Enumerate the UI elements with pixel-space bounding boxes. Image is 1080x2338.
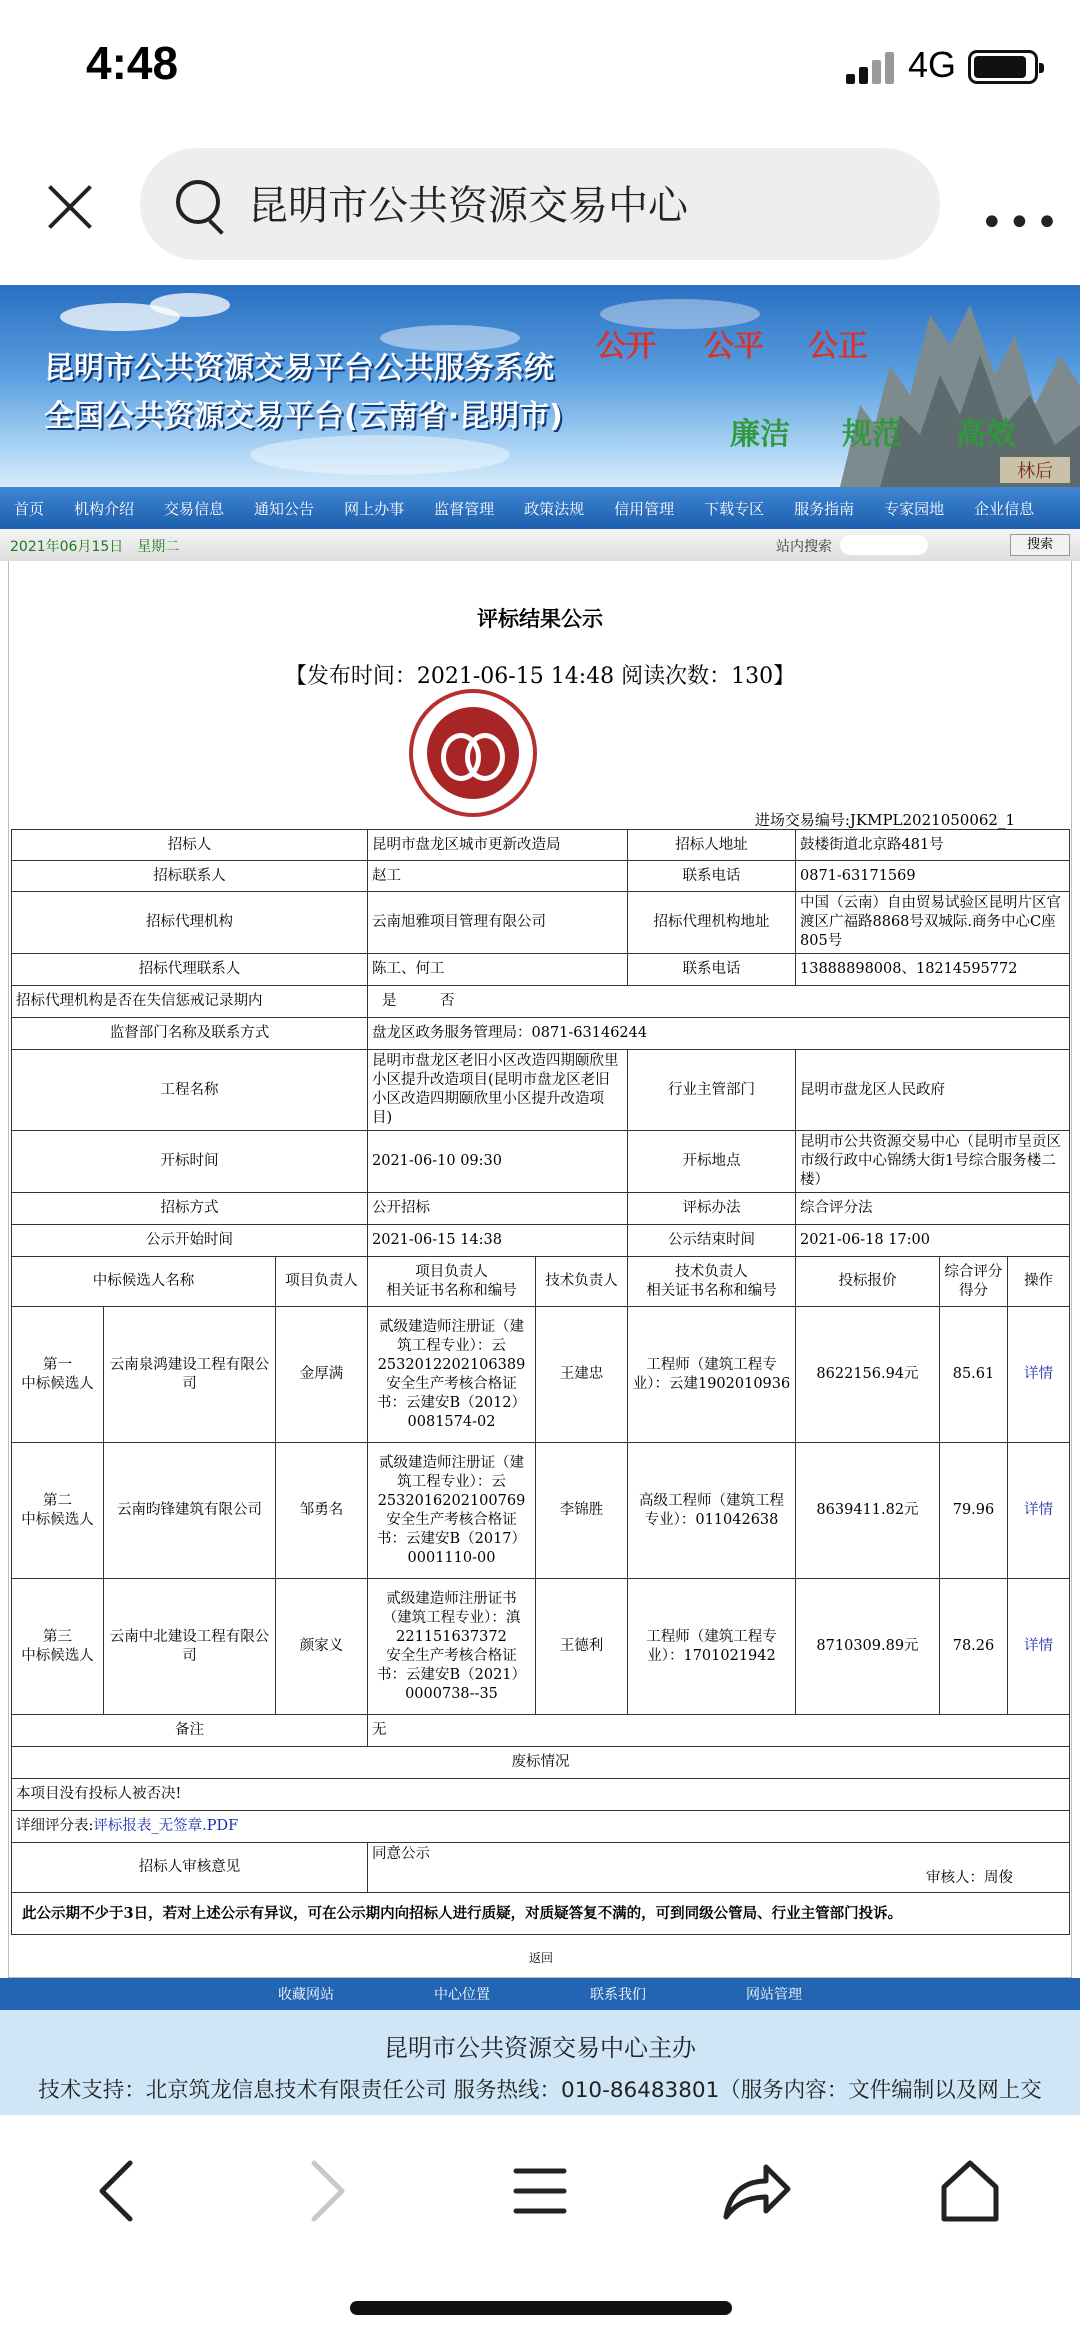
review-cell [368,1843,1070,1893]
publish-info: 【发布时间：2021-06-15 14:48 阅读次数：130】 [284,664,796,689]
slogan-1: 公开 [596,329,656,364]
reference-number: 进场交易编号:JKMPL2021050062_1 [754,811,1015,829]
status-bar [0,0,1080,135]
nav-item[interactable]: 交易信息 [164,499,225,518]
method-value: 公开招标 [368,1193,628,1225]
back-icon[interactable] [80,2151,160,2231]
col-price: 投标报价 [796,1257,940,1307]
forward-icon[interactable] [284,2151,364,2231]
candidate-score: 85.61 [940,1307,1008,1443]
candidate-tech-cert: 高级工程师（建筑工程专业）：011042638 [628,1443,796,1579]
result-table [11,829,1070,1935]
start-label: 公示开始时间 [12,1225,368,1257]
table-row [12,1579,1070,1715]
slogan-2: 公平 [704,329,764,364]
detail-link[interactable]: 详情 [1008,1579,1070,1715]
candidate-pm-cert: 贰级建造师注册证书（建筑工程专业）：滇221151637372 安全生产考核合格证书：云建安B（2021）0000738--35 [368,1579,536,1715]
dishonest-options: 是 否 [368,986,1070,1018]
col-op: 操作 [1008,1257,1070,1307]
more-icon[interactable]: ••• [980,200,1063,246]
detail-score-link[interactable]: 评标报表_无签章.PDF [93,1818,239,1834]
nav-item[interactable]: 企业信息 [974,499,1035,518]
candidate-pm: 颜家义 [276,1579,368,1715]
signal-icon [846,52,898,84]
nav-item[interactable]: 专家园地 [884,499,945,518]
agency-contact-value: 陈工、何工 [368,954,628,986]
search-icon [176,180,220,224]
tenderer-label: 招标人 [12,830,368,861]
open-time-label: 开标时间 [12,1131,368,1193]
project-value: 昆明市盘龙区老旧小区改造四期颐欣里小区提升改造项目(昆明市盘龙区老旧小区改造四期颐欣里小区提升改造项目) [368,1050,628,1131]
seal-icon [409,689,537,817]
agency-label: 招标代理机构 [12,892,368,954]
nav-item[interactable]: 通知公告 [254,499,315,518]
open-place-value: 昆明市公共资源交易中心（昆明市呈贡区市级行政中心锦绣大街1号综合服务楼二楼） [796,1131,1070,1193]
open-place-label: 开标地点 [628,1131,796,1193]
agency-addr-label: 招标代理机构地址 [628,892,796,954]
footer-link[interactable]: 中心位置 [434,1987,490,2003]
candidate-tech-cert: 工程师（建筑工程专业）：云建1902010936 [628,1307,796,1443]
banner-title-1: 昆明市公共资源交易平台公共服务系统 [44,351,554,386]
candidate-pm-cert: 贰级建造师注册证（建筑工程专业）：云2532016202100769 安全生产考核合格证书：云建安B（2017）0001110-00 [368,1443,536,1579]
candidate-tech: 李锦胜 [536,1443,628,1579]
col-score: 综合评分得分 [940,1257,1008,1307]
candidate-tech: 王德利 [536,1579,628,1715]
method-label: 招标方式 [12,1193,368,1225]
tenderer-addr-value: 鼓楼街道北京路481号 [796,830,1070,861]
browser-toolbar [0,2115,1080,2338]
nav-item[interactable]: 服务指南 [794,499,855,518]
close-icon[interactable] [44,180,96,232]
tenderer-addr-label: 招标人地址 [628,830,796,861]
nav-item[interactable]: 信用管理 [614,499,675,518]
agency-contact-label: 招标代理联系人 [12,954,368,986]
table-row [12,1443,1070,1579]
footer-host: 昆明市公共资源交易中心主办 [384,2034,696,2062]
notice-title: 评标结果公示 [477,607,603,631]
detail-link[interactable]: 详情 [1008,1307,1070,1443]
search-text: 昆明市公共资源交易中心 [248,183,688,229]
footer-support: 技术支持：北京筑龙信息技术有限责任公司 服务热线：010-86483801（服务内容：文件编制以及网上交 [38,2078,1042,2103]
candidate-tech: 王建忠 [536,1307,628,1443]
candidate-score: 78.26 [940,1579,1008,1715]
date-bar [0,529,1080,561]
banner-title-2: 全国公共资源交易平台(云南省·昆明市) [44,399,563,434]
agency-addr-value: 中国（云南）自由贸易试验区昆明片区官渡区广福路8868号双城际.商务中心C座805号 [796,892,1070,954]
reviewer: 审核人：周俊 [926,1870,1014,1886]
detail-score-row [12,1811,1070,1843]
candidate-tech-cert: 工程师（建筑工程专业）：1701021942 [628,1579,796,1715]
supervisor-label: 监督部门名称及联系方式 [12,1018,368,1050]
slogan-3: 公正 [808,329,868,364]
site-search-label: 站内搜索 [776,539,832,555]
site-search-input[interactable] [840,535,928,555]
stone-forest-image [820,285,1080,487]
supervisor-value: 盘龙区政务服务管理局：0871-63146244 [368,1018,1070,1050]
remark-label: 备注 [12,1715,368,1747]
candidate-pm: 金厚满 [276,1307,368,1443]
project-label: 工程名称 [12,1050,368,1131]
table-row [12,1307,1070,1443]
agency-phone-label: 联系电话 [628,954,796,986]
nav-item[interactable]: 监督管理 [434,499,495,518]
candidate-rank: 第三 中标候选人 [12,1579,104,1715]
eval-value: 综合评分法 [796,1193,1070,1225]
end-label: 公示结束时间 [628,1225,796,1257]
invalid-title: 废标情况 [12,1747,1070,1779]
back-link[interactable]: 返回 [528,1951,553,1965]
nav-item[interactable]: 首页 [14,499,45,518]
menu-icon[interactable] [500,2151,580,2231]
slogan-6: 高效 [956,417,1016,452]
browser-bar [0,140,1080,270]
phone-label: 联系电话 [628,861,796,892]
open-time-value: 2021-06-10 09:30 [368,1131,628,1193]
industry-value: 昆明市盘龙区人民政府 [796,1050,1070,1131]
start-value: 2021-06-15 14:38 [368,1225,628,1257]
candidate-name: 云南泉鸿建设工程有限公司 [104,1307,276,1443]
footer-nav [0,1978,1080,2010]
col-tech-cert: 技术负责人 相关证书名称和编号 [628,1257,796,1307]
candidate-price: 8710309.89元 [796,1579,940,1715]
nav-item[interactable]: 网上办事 [344,499,405,518]
footer-link[interactable]: 联系我们 [590,1987,646,2003]
eval-label: 评标办法 [628,1193,796,1225]
col-candidate-name: 中标候选人名称 [12,1257,276,1307]
site-banner [0,285,1080,487]
nav-item[interactable]: 机构介绍 [74,499,135,518]
battery-icon [968,50,1038,84]
share-icon[interactable] [716,2151,796,2231]
notice-footnote: 此公示期不少于3日，若对上述公示有异议，可在公示期内向招标人进行质疑，对质疑答复不满的，可到同级公管局、行业主管部门投诉。 [12,1893,1070,1935]
end-value: 2021-06-18 17:00 [796,1225,1070,1257]
search-input[interactable] [140,148,940,260]
nav-item[interactable]: 下载专区 [704,499,765,518]
home-icon[interactable] [930,2151,1010,2231]
review-value: 同意公示 [372,1846,430,1862]
candidate-pm: 邹勇名 [276,1443,368,1579]
site-search-button[interactable]: 搜索 [1010,534,1070,556]
dishonest-label: 招标代理机构是否在失信惩戒记录期内 [12,986,368,1018]
col-pm-cert: 项目负责人 相关证书名称和编号 [368,1257,536,1307]
detail-link[interactable]: 详情 [1008,1443,1070,1579]
candidate-rank: 第二 中标候选人 [12,1443,104,1579]
footer-link[interactable]: 网站管理 [746,1987,802,2003]
col-pm: 项目负责人 [276,1257,368,1307]
slogan-5: 规范 [842,417,902,452]
candidate-pm-cert: 贰级建造师注册证（建筑工程专业）：云2532012202106389 安全生产考核合格证书：云建安B（2012）0081574-02 [368,1307,536,1443]
web-page [0,285,1080,2115]
industry-label: 行业主管部门 [628,1050,796,1131]
slogan-4: 廉洁 [730,417,790,452]
invalid-text: 本项目没有投标人被否决! [12,1779,1070,1811]
contact-label: 招标联系人 [12,861,368,892]
nav-item[interactable]: 政策法规 [524,499,585,518]
stone-label: 林后 [1017,461,1053,482]
candidate-name: 云南昀锋建筑有限公司 [104,1443,276,1579]
main-nav [0,487,1080,529]
agency-value: 云南旭雅项目管理有限公司 [368,892,628,954]
candidate-price: 8622156.94元 [796,1307,940,1443]
network-type: 4G [908,44,957,85]
review-label: 招标人审核意见 [12,1843,368,1893]
candidate-price: 8639411.82元 [796,1443,940,1579]
col-tech: 技术负责人 [536,1257,628,1307]
contact-value: 赵工 [368,861,628,892]
phone-value: 0871-63171569 [796,861,1070,892]
footer-info [0,2010,1080,2115]
notice-content [8,561,1072,1978]
candidate-name: 云南中北建设工程有限公司 [104,1579,276,1715]
footer-link[interactable]: 收藏网站 [278,1987,334,2003]
candidate-score: 79.96 [940,1443,1008,1579]
remark-value: 无 [368,1715,1070,1747]
status-time: 4:48 [86,37,179,89]
tenderer-value: 昆明市盘龙区城市更新改造局 [368,830,628,861]
candidate-rank: 第一 中标候选人 [12,1307,104,1443]
home-indicator [350,2301,732,2315]
agency-phone-value: 13888898008、18214595772 [796,954,1070,986]
current-date: 2021年06月15日 星期二 [10,539,180,555]
detail-score-label: 详细评分表: [16,1818,94,1834]
